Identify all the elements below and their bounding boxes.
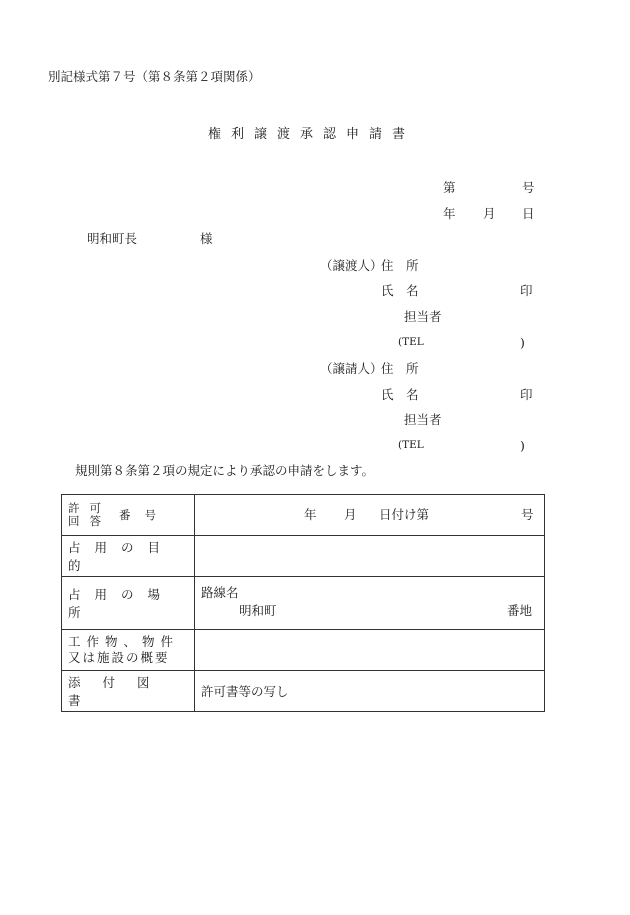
doc-number-prefix: 第 [443, 180, 456, 195]
addressee-name: 明和町長 [87, 231, 138, 246]
transferee-tel-open: (TEL [398, 439, 424, 451]
transferee-tel-close: ) [520, 438, 525, 453]
transferee-seal: 印 [520, 387, 533, 402]
permit-label: 許可 [68, 501, 111, 515]
table-row-overview [62, 630, 545, 671]
overview-label-line1: 工作物、物件 [68, 634, 180, 649]
date-month: 月 [483, 206, 496, 221]
permit-number-value-cell[interactable] [195, 495, 545, 536]
transferor-address-label: 住 所 [381, 258, 419, 273]
table-row-attachments [62, 671, 545, 712]
document-title: 権利譲渡承認申請書 [208, 127, 416, 142]
route-name-label: 路線名 [201, 585, 239, 600]
application-statement: 規則第８条第２項の規定により承認の申請をします。 [75, 463, 375, 478]
transferee-name-label: 氏 名 [381, 387, 419, 402]
attachments-value: 許可書等の写し [201, 684, 289, 699]
location-label: 占用の場所 [68, 587, 175, 620]
location-lot-suffix: 番地 [507, 603, 533, 618]
reply-label: 回答 [68, 514, 111, 528]
table-row-permit-number [62, 495, 545, 536]
transferor-contact-label: 担当者 [404, 309, 442, 324]
location-label-cell [62, 577, 195, 630]
transferor-tel-open: (TEL [398, 336, 424, 348]
permit-year: 年 [304, 507, 317, 522]
attachments-label-cell [62, 671, 195, 712]
permit-month: 月 [344, 507, 357, 522]
overview-label-line2: 又は施設の概要 [68, 650, 170, 665]
permit-number-suffix: 号 [521, 507, 534, 522]
transferee-address-label: 住 所 [381, 361, 419, 376]
location-value-cell[interactable] [195, 577, 545, 630]
addressee-honorific: 様 [200, 231, 213, 246]
form-number: 別記様式第７号（第８条第２項関係） [48, 69, 261, 84]
purpose-value-cell[interactable] [195, 536, 545, 577]
date-year: 年 [443, 206, 456, 221]
permit-dated: 日付け第 [379, 507, 430, 522]
transferee-role: （譲請人） [320, 361, 383, 376]
number-label: 番号 [119, 508, 170, 522]
table-row-purpose [62, 536, 545, 577]
transferee-contact-label: 担当者 [404, 412, 442, 427]
overview-label-cell [62, 630, 195, 671]
date-day: 日 [522, 206, 535, 221]
table-row-location [62, 577, 545, 630]
transferor-name-label: 氏 名 [381, 283, 419, 298]
application-table [61, 494, 545, 712]
transferor-role: （譲渡人） [320, 258, 383, 273]
attachments-label: 添付図書 [68, 675, 172, 708]
overview-value-cell[interactable] [195, 630, 545, 671]
location-town: 明和町 [239, 603, 277, 618]
transferor-tel-close: ) [520, 335, 525, 350]
purpose-label: 占用の目的 [68, 540, 175, 573]
purpose-label-cell [62, 536, 195, 577]
permit-number-label-cell [62, 495, 195, 536]
doc-number-suffix: 号 [522, 180, 535, 195]
attachments-value-cell[interactable] [195, 671, 545, 712]
transferor-seal: 印 [520, 283, 533, 298]
